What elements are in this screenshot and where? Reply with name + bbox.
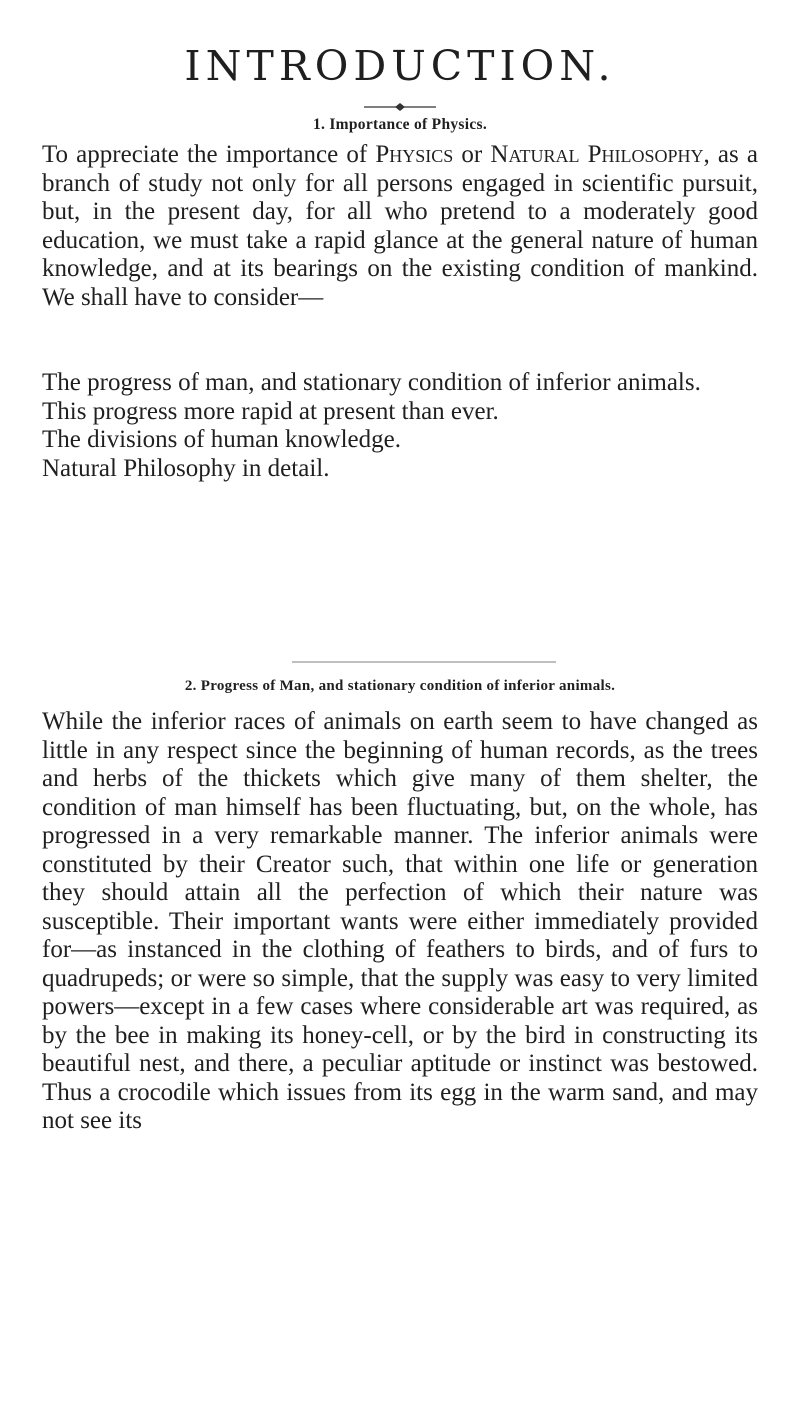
section-1-heading: 1. Importance of Physics. [312,116,488,133]
ornament-rule [364,102,436,112]
term-natural-philosophy: Natural Philosophy [490,141,704,168]
intro-text: To appreciate the importance of [42,141,376,168]
list-item: Natural Philosophy in detail. [42,454,330,482]
page-title: INTRODUCTION. [184,42,616,90]
term-physics: Physics [375,141,454,168]
section-2-heading: 2. Progress of Man, and stationary condition of inferior animals. [184,678,616,694]
section-1-paragraph [42,141,758,312]
topic-list [42,369,758,483]
list-item: The progress of man, and stationary condition of inferior animals. [42,369,701,396]
paragraph-body: , as a branch of study not only for all persons engaged in scientific pursuit, but, in the present day, for all who pretend to a moderately good education, we must take a rapid glance at the general nature of human knowledge, and at its bearings on the existing condition of mankind. We shall have to consider— [42,141,759,311]
section-2-paragraph: While the inferior races of animals on earth seem to have changed as little in any respect since the beginning of human records, as the trees and herbs of the thickets which give many of them shelter, the condition of man himself has been fluctuating, but, on the whole, has progressed in a very remarkable manner. The inferior animals were constituted by their Creator such, that within one life or generation they should attain all the perfection of which their nature was susceptible. Their important wants were either immediately provided for—as instanced in the clothing of feathers to birds, and of furs to quadrupeds; or were so simple, that the supply was easy to very limited powers—except in a few cases where considerable art was required, as by the bee in making its honey-cell, or by the bird in constructing its beautiful nest, and there, a peculiar aptitude or instinct was bestowed. Thus a crocodile which issues from its egg in the warm sand, and may not see its [42,708,758,1134]
list-item: The divisions of human knowledge. [42,426,401,453]
section-divider [292,659,556,665]
list-item: This progress more rapid at present than ever. [42,397,499,425]
conjunction-text: or [453,141,491,168]
